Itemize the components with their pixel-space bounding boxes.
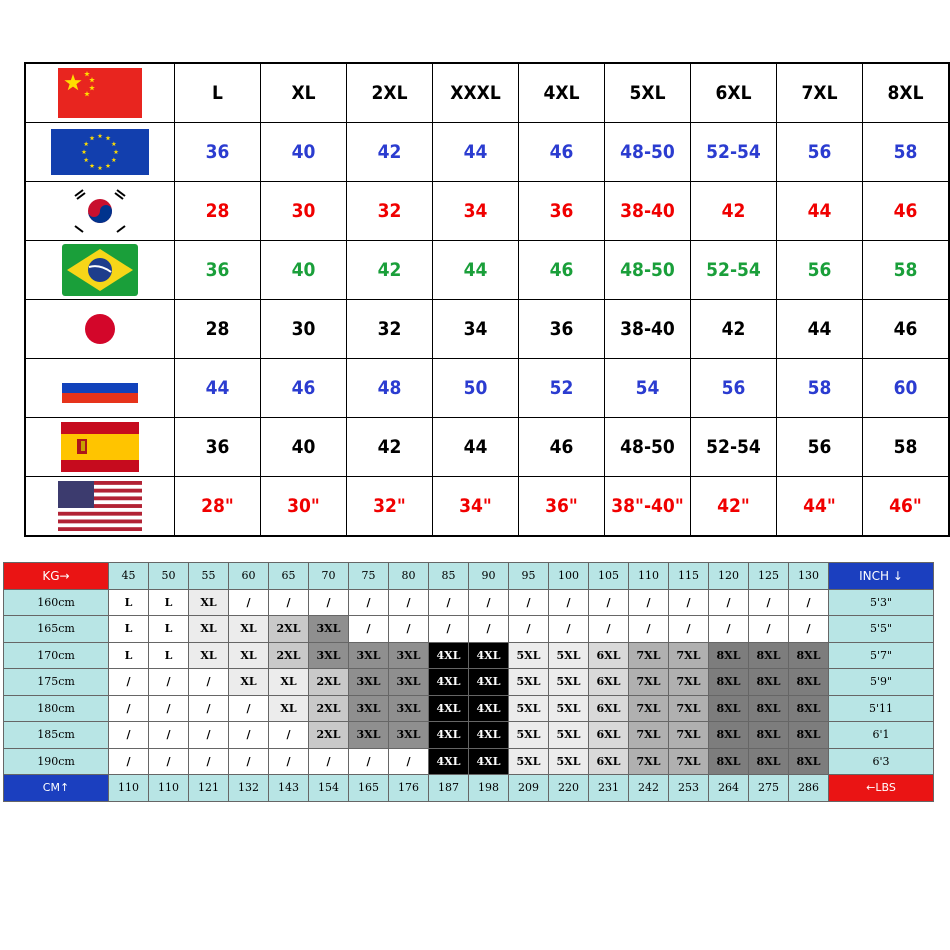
size-cell-3: 44	[433, 418, 519, 477]
size-cell: /	[629, 589, 669, 616]
size-cell: /	[749, 589, 789, 616]
size-cell: /	[149, 669, 189, 696]
size-cell-2: 32"	[347, 477, 433, 537]
size-cell: 3XL	[389, 695, 429, 722]
weight-height-size-table	[3, 562, 934, 802]
kg-value: 55	[189, 563, 229, 590]
height-row-165cm	[4, 616, 934, 643]
country-row-eu	[25, 123, 949, 182]
kg-label: KG→	[4, 563, 109, 590]
size-cell: /	[309, 748, 349, 775]
size-cell-8: 60	[863, 359, 950, 418]
size-cell: 3XL	[349, 642, 389, 669]
size-cell: 5XL	[509, 695, 549, 722]
size-cell-4: 46	[519, 241, 605, 300]
size-cell: 4XL	[469, 642, 509, 669]
size-cell-4: 52	[519, 359, 605, 418]
size-cell: 4XL	[469, 695, 509, 722]
size-cell: /	[229, 695, 269, 722]
size-cell: 3XL	[389, 722, 429, 749]
size-cell: 8XL	[709, 722, 749, 749]
size-cell-5: 54	[605, 359, 691, 418]
lbs-value: 121	[189, 775, 229, 802]
height-row-190cm	[4, 748, 934, 775]
size-header-3: XXXL	[433, 63, 519, 123]
size-cell-2: 42	[347, 123, 433, 182]
size-cell: /	[109, 748, 149, 775]
size-cell: /	[549, 589, 589, 616]
size-cell-1: 40	[261, 123, 347, 182]
lbs-row	[4, 775, 934, 802]
size-cell-4: 36"	[519, 477, 605, 537]
inch-value: 5'3"	[829, 589, 934, 616]
size-cell-8: 58	[863, 418, 950, 477]
size-cell: 3XL	[349, 669, 389, 696]
size-cell: 8XL	[709, 669, 749, 696]
size-cell: XL	[269, 669, 309, 696]
kg-value: 120	[709, 563, 749, 590]
lbs-value: 209	[509, 775, 549, 802]
lbs-value: 132	[229, 775, 269, 802]
size-cell: 6XL	[589, 722, 629, 749]
size-cell-0: 36	[175, 123, 261, 182]
country-row-japan	[25, 300, 949, 359]
size-cell-0: 36	[175, 418, 261, 477]
size-cell: /	[349, 616, 389, 643]
size-cell: /	[309, 589, 349, 616]
height-row-180cm	[4, 695, 934, 722]
size-cell-4: 36	[519, 182, 605, 241]
size-cell: /	[109, 722, 149, 749]
height-label: 170cm	[4, 642, 109, 669]
size-cell-1: 30"	[261, 477, 347, 537]
size-cell: /	[229, 722, 269, 749]
size-cell: L	[109, 589, 149, 616]
size-cell: 7XL	[629, 642, 669, 669]
inch-value: 5'5"	[829, 616, 934, 643]
size-cell-6: 42"	[691, 477, 777, 537]
height-label: 165cm	[4, 616, 109, 643]
size-cell: 8XL	[789, 642, 829, 669]
kg-value: 50	[149, 563, 189, 590]
size-cell-5: 38-40	[605, 300, 691, 359]
size-cell-0: 36	[175, 241, 261, 300]
size-cell: /	[109, 669, 149, 696]
spain-flag-icon	[25, 418, 175, 477]
lbs-value: 220	[549, 775, 589, 802]
size-cell: /	[509, 616, 549, 643]
size-cell-2: 42	[347, 418, 433, 477]
size-cell: 8XL	[749, 748, 789, 775]
size-cell: 6XL	[589, 695, 629, 722]
height-label: 190cm	[4, 748, 109, 775]
size-cell: /	[269, 748, 309, 775]
size-cell-0: 28	[175, 300, 261, 359]
size-cell-1: 40	[261, 418, 347, 477]
size-cell: 7XL	[669, 722, 709, 749]
size-cell: 3XL	[309, 616, 349, 643]
kg-value: 110	[629, 563, 669, 590]
size-cell: 5XL	[509, 722, 549, 749]
size-cell-3: 34	[433, 182, 519, 241]
size-header-7: 7XL	[777, 63, 863, 123]
size-cell: 5XL	[509, 669, 549, 696]
size-cell-0: 28"	[175, 477, 261, 537]
country-row-korea	[25, 182, 949, 241]
size-cell: /	[589, 589, 629, 616]
size-cell: /	[669, 589, 709, 616]
country-row-spain	[25, 418, 949, 477]
lbs-value: 143	[269, 775, 309, 802]
usa-flag-icon	[25, 477, 175, 537]
kg-value: 75	[349, 563, 389, 590]
size-cell: XL	[189, 616, 229, 643]
size-cell: 4XL	[429, 695, 469, 722]
lbs-label: ←LBS	[829, 775, 934, 802]
size-cell: /	[229, 748, 269, 775]
size-cell: 8XL	[789, 748, 829, 775]
size-cell-2: 48	[347, 359, 433, 418]
size-cell: 7XL	[669, 642, 709, 669]
size-cell-4: 46	[519, 123, 605, 182]
size-cell: /	[709, 589, 749, 616]
size-cell: /	[389, 616, 429, 643]
lbs-value: 187	[429, 775, 469, 802]
size-cell: /	[149, 748, 189, 775]
size-cell-7: 58	[777, 359, 863, 418]
header-row	[25, 63, 949, 123]
size-cell: L	[149, 642, 189, 669]
size-cell: XL	[269, 695, 309, 722]
size-cell-6: 42	[691, 182, 777, 241]
kg-value: 125	[749, 563, 789, 590]
kg-value: 80	[389, 563, 429, 590]
size-cell: 5XL	[549, 669, 589, 696]
size-cell-2: 42	[347, 241, 433, 300]
kg-value: 105	[589, 563, 629, 590]
size-cell-3: 50	[433, 359, 519, 418]
height-row-185cm	[4, 722, 934, 749]
size-cell-0: 44	[175, 359, 261, 418]
size-cell: /	[509, 589, 549, 616]
size-cell: /	[189, 748, 229, 775]
size-cell: 4XL	[429, 722, 469, 749]
size-header-0: L	[175, 63, 261, 123]
size-cell-5: 38-40	[605, 182, 691, 241]
size-cell: 2XL	[309, 695, 349, 722]
country-row-russia	[25, 359, 949, 418]
size-cell: /	[189, 695, 229, 722]
size-cell: 4XL	[429, 669, 469, 696]
inch-value: 5'11	[829, 695, 934, 722]
size-cell: 6XL	[589, 748, 629, 775]
lbs-value: 242	[629, 775, 669, 802]
size-cell: L	[109, 616, 149, 643]
kg-value: 60	[229, 563, 269, 590]
size-cell-3: 44	[433, 241, 519, 300]
korea-flag-icon	[25, 182, 175, 241]
size-cell-1: 46	[261, 359, 347, 418]
size-cell: 3XL	[389, 669, 429, 696]
size-cell: /	[349, 589, 389, 616]
size-cell: L	[149, 616, 189, 643]
height-label: 160cm	[4, 589, 109, 616]
size-cell-8: 58	[863, 123, 950, 182]
size-cell: /	[429, 616, 469, 643]
size-cell-3: 34"	[433, 477, 519, 537]
inch-value: 6'3	[829, 748, 934, 775]
size-cell: 5XL	[549, 748, 589, 775]
lbs-value: 198	[469, 775, 509, 802]
size-header-2: 2XL	[347, 63, 433, 123]
size-cell: /	[189, 669, 229, 696]
size-cell: 8XL	[749, 642, 789, 669]
size-cell: /	[709, 616, 749, 643]
size-cell-2: 32	[347, 300, 433, 359]
inch-value: 5'7"	[829, 642, 934, 669]
size-cell: 3XL	[309, 642, 349, 669]
size-cell-1: 30	[261, 300, 347, 359]
size-cell: /	[589, 616, 629, 643]
size-cell: /	[789, 589, 829, 616]
size-cell-8: 46	[863, 300, 950, 359]
size-cell: /	[229, 589, 269, 616]
country-row-usa	[25, 477, 949, 537]
size-cell: XL	[229, 669, 269, 696]
size-cell: L	[109, 642, 149, 669]
size-cell: 4XL	[469, 669, 509, 696]
size-cell-7: 44	[777, 300, 863, 359]
size-cell: /	[389, 748, 429, 775]
size-cell: /	[789, 616, 829, 643]
size-cell-3: 44	[433, 123, 519, 182]
cm-label: CM↑	[4, 775, 109, 802]
size-cell: 2XL	[269, 616, 309, 643]
size-cell: 7XL	[629, 748, 669, 775]
size-cell: 8XL	[709, 642, 749, 669]
lbs-value: 275	[749, 775, 789, 802]
lbs-value: 253	[669, 775, 709, 802]
size-cell: 5XL	[509, 642, 549, 669]
size-cell-6: 56	[691, 359, 777, 418]
size-cell-1: 30	[261, 182, 347, 241]
size-cell: 7XL	[629, 695, 669, 722]
size-cell-5: 38"-40"	[605, 477, 691, 537]
size-cell-5: 48-50	[605, 123, 691, 182]
size-cell-7: 44	[777, 182, 863, 241]
size-cell: 4XL	[429, 748, 469, 775]
size-cell-7: 44"	[777, 477, 863, 537]
size-cell: 8XL	[789, 669, 829, 696]
size-cell: /	[429, 589, 469, 616]
size-cell-6: 52-54	[691, 241, 777, 300]
size-cell: 8XL	[789, 722, 829, 749]
size-cell: 5XL	[549, 722, 589, 749]
size-cell: /	[389, 589, 429, 616]
size-cell: 3XL	[349, 722, 389, 749]
lbs-value: 110	[109, 775, 149, 802]
kg-value: 90	[469, 563, 509, 590]
size-header-1: XL	[261, 63, 347, 123]
size-cell-7: 56	[777, 241, 863, 300]
size-cell: /	[469, 589, 509, 616]
kg-value: 130	[789, 563, 829, 590]
size-cell: 3XL	[389, 642, 429, 669]
kg-value: 45	[109, 563, 149, 590]
inch-label: INCH ↓	[829, 563, 934, 590]
size-cell: /	[549, 616, 589, 643]
size-cell-3: 34	[433, 300, 519, 359]
size-cell: 2XL	[269, 642, 309, 669]
size-cell-7: 56	[777, 123, 863, 182]
inch-value: 6'1	[829, 722, 934, 749]
inch-value: 5'9"	[829, 669, 934, 696]
size-cell: 4XL	[429, 642, 469, 669]
china-flag-icon	[25, 63, 175, 123]
lbs-value: 110	[149, 775, 189, 802]
size-cell: /	[109, 695, 149, 722]
kg-value: 70	[309, 563, 349, 590]
size-cell-4: 46	[519, 418, 605, 477]
size-header-8: 8XL	[863, 63, 950, 123]
kg-value: 65	[269, 563, 309, 590]
size-cell: 8XL	[749, 722, 789, 749]
lbs-value: 264	[709, 775, 749, 802]
size-cell-4: 36	[519, 300, 605, 359]
size-cell: 8XL	[749, 695, 789, 722]
height-label: 185cm	[4, 722, 109, 749]
size-cell-1: 40	[261, 241, 347, 300]
size-cell: 3XL	[349, 695, 389, 722]
size-cell: XL	[229, 616, 269, 643]
size-cell-5: 48-50	[605, 241, 691, 300]
size-cell: 8XL	[789, 695, 829, 722]
size-cell: 7XL	[629, 669, 669, 696]
size-cell: /	[629, 616, 669, 643]
kg-value: 115	[669, 563, 709, 590]
size-cell: /	[469, 616, 509, 643]
country-row-brazil	[25, 241, 949, 300]
size-cell: /	[349, 748, 389, 775]
size-header-4: 4XL	[519, 63, 605, 123]
size-cell: /	[749, 616, 789, 643]
height-row-175cm	[4, 669, 934, 696]
size-cell: 8XL	[709, 748, 749, 775]
height-row-160cm	[4, 589, 934, 616]
size-cell: XL	[189, 589, 229, 616]
brazil-flag-icon	[25, 241, 175, 300]
height-label: 180cm	[4, 695, 109, 722]
size-cell: 5XL	[509, 748, 549, 775]
size-cell-0: 28	[175, 182, 261, 241]
size-cell: 4XL	[469, 722, 509, 749]
kg-value: 100	[549, 563, 589, 590]
lbs-value: 286	[789, 775, 829, 802]
eu-flag-icon	[25, 123, 175, 182]
size-cell: /	[269, 589, 309, 616]
size-cell: L	[149, 589, 189, 616]
size-cell: 5XL	[549, 695, 589, 722]
size-cell: 7XL	[669, 748, 709, 775]
size-cell: 8XL	[749, 669, 789, 696]
size-cell-8: 46	[863, 182, 950, 241]
lbs-value: 176	[389, 775, 429, 802]
kg-row	[4, 563, 934, 590]
size-cell: /	[189, 722, 229, 749]
size-cell: /	[149, 695, 189, 722]
size-conversion-table	[24, 62, 950, 537]
size-cell: XL	[189, 642, 229, 669]
japan-flag-icon	[25, 300, 175, 359]
size-cell: /	[669, 616, 709, 643]
size-cell-8: 58	[863, 241, 950, 300]
size-cell-6: 52-54	[691, 123, 777, 182]
size-cell: 8XL	[709, 695, 749, 722]
size-cell: 6XL	[589, 669, 629, 696]
kg-value: 95	[509, 563, 549, 590]
kg-value: 85	[429, 563, 469, 590]
size-cell: 7XL	[669, 695, 709, 722]
size-cell: /	[269, 722, 309, 749]
size-cell: 4XL	[469, 748, 509, 775]
size-cell-8: 46"	[863, 477, 950, 537]
size-cell: 5XL	[549, 642, 589, 669]
size-cell-6: 42	[691, 300, 777, 359]
lbs-value: 154	[309, 775, 349, 802]
lbs-value: 231	[589, 775, 629, 802]
size-cell-5: 48-50	[605, 418, 691, 477]
height-row-170cm	[4, 642, 934, 669]
size-cell: 6XL	[589, 642, 629, 669]
size-cell-6: 52-54	[691, 418, 777, 477]
size-cell: /	[149, 722, 189, 749]
lbs-value: 165	[349, 775, 389, 802]
size-cell-7: 56	[777, 418, 863, 477]
size-cell: XL	[229, 642, 269, 669]
size-cell: 2XL	[309, 722, 349, 749]
russia-flag-icon	[25, 359, 175, 418]
height-label: 175cm	[4, 669, 109, 696]
size-cell: 7XL	[669, 669, 709, 696]
size-cell-2: 32	[347, 182, 433, 241]
size-header-5: 5XL	[605, 63, 691, 123]
size-cell: 7XL	[629, 722, 669, 749]
size-cell: 2XL	[309, 669, 349, 696]
size-header-6: 6XL	[691, 63, 777, 123]
